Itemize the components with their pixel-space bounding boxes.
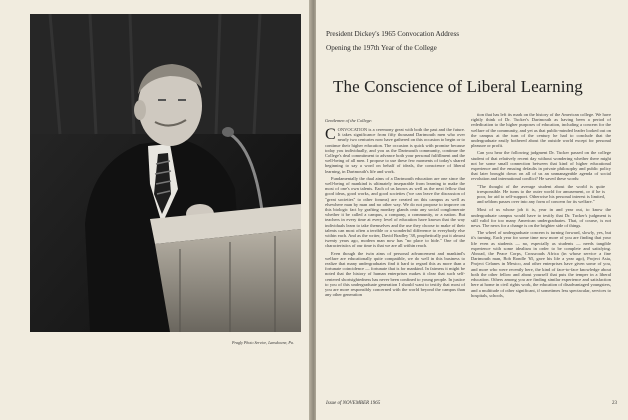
paragraph: The wheel of undergraduate concern is turning forward, slowly, yes, but it's turning. Each year for some time now more of you are finding that your life even as students — no, especially as students — needs tangible experience with some idealism in order to be complete and satisfying. Abroad, the Peace Corps, Crossroads Africa (in whose service a fine Dartmouth man, Bob Rondle '65, gave his life a year ago), Project Asia, Project Celanes in Mexico, and other enterprises have given some of you, and more who were recently here, the kind of face-to-face knowledge about both the other fellow and about yourself that puts the temper in a liberal education. Others among you are finding similar experience and satisfaction here at home in civil rights work, the education of disadvantaged youngsters, and a multitude of other significant, if sometimes less spectacular, services to hospitals, schools, (471, 230, 611, 298)
tucker-quote: "The thought of the average student about the world is quite irresponsible. He turns to the outer world for amusement, or if he is poor, for aid to self-support. Otherwise his personal interest is limited, and seldom passes over into any form of concern for its welfare." (477, 183, 605, 205)
speaker-photo (30, 14, 301, 332)
paragraph: Even though the twin aims of personal advancement and mankind's welfare are educationally quite compatible, we do well in this business to realize that many undergraduates find it hard to regard this as more than a fortunate coincidence — fortunate that is for mankind. In fairness it might be noted that the history of human enterprises makes it clear that such self-centered shortsightedness has never been confined to young people. In justice to you of this undergraduate generation I should want to testify that most of you are more responsibly concerned with the world beyond the campus than any other generation (325, 250, 465, 298)
left-page (0, 0, 311, 420)
paragraph: Fundamentally the dual aims of a Dartmouth education are one since the well-being of mankind is ultimately inseparable from learning to make the most of one's own talents. Each of us knows as well as the next fellow that good ideas, good works, and good societies ('we can leave the discussion of "great societies" to other forums) are created on this campus as well as elsewhere man by man and no other way. We do not propose to improve on this biologic fact by grafting monkey glands onto any social conglomerate whether it be called a campus, a company, a community, or a nation. But teachers in every time at every level of education have known that the way individuals learn to take themselves and the use they choose to make of their talents can most often a terrible or a wonderful difference to everybody else within each. And as the writer, David Bradley '38, prophetically put it almost twenty years ago, modern man now has "no place to hide." One of the characteristics of our time is that we are all within reach. (325, 175, 465, 249)
issue-footer: Issue of NOVEMBER 1965 (326, 401, 381, 406)
paragraph-text: ONVOCATION is a ceremony great with both the past and the future. It takes significance from fifty thousand Dartmouth men who over nearly two centuries now have gathered on this occasion to begin or to continue their higher education. The occasion is quick with promise because today you individually, and you as the Dartmouth community, continue the College's deal commitment to advance both your personal fulfillment and the well-being of all men. I propose to use these few moments of today's shared beginning to say a word on behalf of ideals, the conscience of liberal learning, in Dartmouth's life and work. (325, 127, 465, 174)
paragraph: Most of us whose job it is, year in and year out, to know the undergraduate campus would have to testify that Dr. Tucker's judgment is still valid for too many American undergraduates. That, of course, is not news. The news for a change is on the brighter side of things. (471, 207, 611, 229)
article-header-line-1: President Dickey's 1965 Convocation Address (326, 30, 460, 38)
page-number: 23 (612, 401, 617, 406)
salutation: Gentlemen of the College: (325, 118, 373, 123)
text-column-1 (325, 127, 465, 400)
article-header-line-2: Opening the 197th Year of the College (326, 44, 437, 52)
photo-credit: Pragly Photo Service, Lansdowne, Pa. (232, 340, 294, 345)
drop-cap: C (325, 127, 336, 143)
paragraph (325, 127, 465, 174)
paragraph: tion that has left its mark on the history of the American college. We have rightly think of Dr. Tucker's Dartmouth as having been a period of rededication to the higher purposes of education, including a concern for the welfare of the community, and yet as that public-minded leader looked out on the campus at the turn of the century he had to conclude that the undergraduate easily bothered about the outside world except for personal pleasure or profit. (471, 112, 611, 149)
paragraph: Can you hear the following judgment Dr. Tucker passed on the college student of that relatively recent day without wondering whether there might not be some small connection between that kind of higher educational experience and the ensuing defaults in private philosophy and public policy that later brought down on all of us an unmanageable agenda of social revolution and international conflict? He saved these words: (471, 150, 611, 182)
speaker-photo-image (30, 14, 301, 332)
text-column-2 (471, 112, 611, 400)
article-title: The Conscience of Liberal Learning (333, 77, 583, 96)
